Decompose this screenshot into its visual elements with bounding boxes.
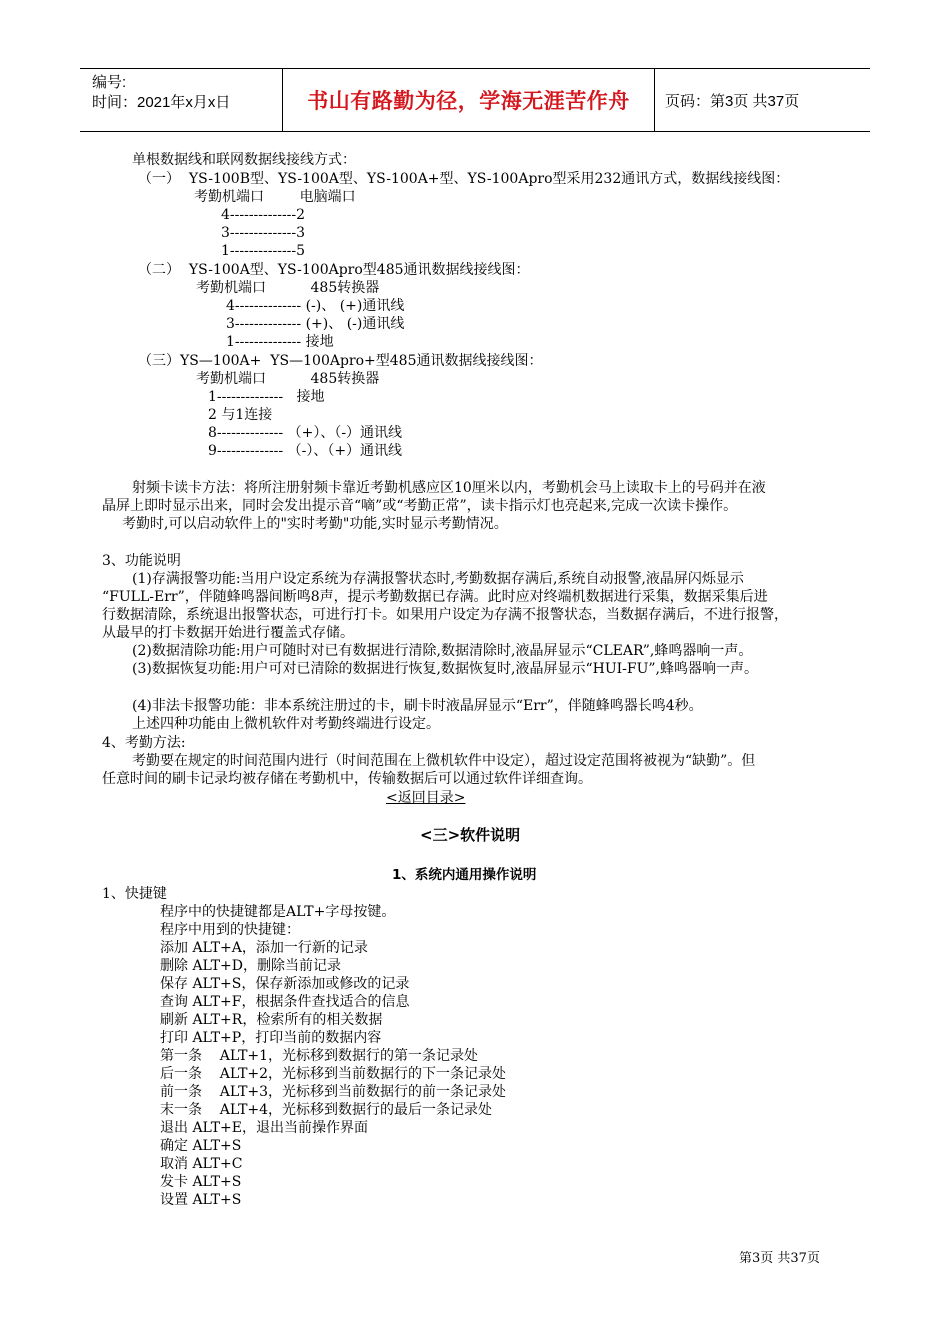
page-header xyxy=(80,68,870,132)
shortcut-item: 确定 ALT+S xyxy=(160,1138,242,1154)
header-motto-cell xyxy=(283,69,655,131)
wiring-row: 9-------------- （-）、（+）通讯线 xyxy=(208,443,403,459)
shortcut-item: 前一条 ALT+3，光标移到当前数据行的前一条记录处 xyxy=(160,1084,507,1100)
wiring-row: 3--------------3 xyxy=(221,225,306,241)
shortcut-item: 发卡 ALT+S xyxy=(160,1174,242,1190)
wiring-section-1-header: 考勤机端口 电脑端口 xyxy=(194,189,356,205)
functions-note: 上述四种功能由上微机软件对考勤终端进行设定。 xyxy=(132,716,440,732)
rfid-paragraph-line: 射频卡读卡方法：将所注册射频卡靠近考勤机感应区10厘米以内，考勤机会马上读取卡上的号码并在液 xyxy=(132,480,766,496)
wiring-row: 4-------------- (-)、 (+)通讯线 xyxy=(226,298,405,314)
function-paragraph-line: 从最早的打卡数据开始进行覆盖式存储。 xyxy=(102,625,354,641)
header-motto: 书山有路勤为径，学海无涯苦作舟 xyxy=(307,89,630,113)
function-item: (4)非法卡报警功能：非本系统注册过的卡，刷卡时液晶屏显示“Err”，伴随蜂鸣器长鸣4秒。 xyxy=(132,698,703,714)
page-footer-number: 第3页 共37页 xyxy=(739,1251,820,1266)
shortcut-item: 打印 ALT+P，打印当前的数据内容 xyxy=(160,1030,382,1046)
shortcut-item: 末一条 ALT+4，光标移到数据行的最后一条记录处 xyxy=(160,1102,493,1118)
shortcut-item: 添加 ALT+A，添加一行新的记录 xyxy=(160,940,368,956)
doc-time-label: 时间：2021年x月x日 xyxy=(92,94,231,111)
attendance-title: 4、考勤方法: xyxy=(102,735,186,751)
wiring-section-2-title: （二） YS-100A型、YS-100Apro型485通讯数据线接线图： xyxy=(138,262,530,278)
shortcut-item: 退出 ALT+E，退出当前操作界面 xyxy=(160,1120,369,1136)
header-meta-cell xyxy=(80,69,283,131)
attendance-paragraph-line: 任意时间的刷卡记录均被存储在考勤机中，传输数据后可以通过软件详细查询。 xyxy=(102,771,592,787)
header-page-number: 页码：第3页 共37页 xyxy=(665,92,800,110)
function-item: (3)数据恢复功能:用户可对已清除的数据进行恢复,数据恢复时,液晶屏显示“HUI-FU”,蜂鸣器响一声。 xyxy=(132,661,758,677)
doc-number-label: 编号: xyxy=(92,74,127,91)
back-to-toc-link[interactable]: <返回目录> xyxy=(386,790,466,806)
function-item: (2)数据清除功能:用户可随时对已有数据进行清除,数据清除时,液晶屏显示“CLEAR”,蜂鸣器响一声。 xyxy=(132,643,753,659)
wiring-section-2-header: 考勤机端口 485转换器 xyxy=(196,280,380,296)
wiring-section-3-header: 考勤机端口 485转换器 xyxy=(196,371,380,387)
shortcut-item: 刷新 ALT+R，检索所有的相关数据 xyxy=(160,1012,383,1028)
shortcut-item: 设置 ALT+S xyxy=(160,1192,242,1208)
wiring-row: 1-------------- 接地 xyxy=(208,389,325,405)
function-paragraph-line: (1)存满报警功能:当用户设定系统为存满报警状态时,考勤数据存满后,系统自动报警,液晶屏闪烁显示 xyxy=(132,571,744,587)
rfid-paragraph-line: 考勤时,可以启动软件上的"实时考勤"功能,实时显示考勤情况。 xyxy=(122,516,508,532)
software-heading: <三>软件说明 xyxy=(420,826,521,844)
wiring-row: 1-------------- 接地 xyxy=(226,334,334,350)
wiring-row: 2 与1连接 xyxy=(208,407,273,423)
function-paragraph-line: 行数据清除，系统退出报警状态，可进行打卡。如果用户设定为存满不报警状态，当数据存满后，不进行报警， xyxy=(102,607,788,623)
wiring-row: 8-------------- （+）、（-）通讯线 xyxy=(208,425,403,441)
software-subheading: 1、系统内通用操作说明 xyxy=(392,867,537,883)
header-page-cell xyxy=(655,69,870,131)
shortcut-item: 保存 ALT+S，保存新添加或修改的记录 xyxy=(160,976,410,992)
rfid-paragraph-line: 晶屏上即时显示出来，同时会发出提示音“嘀”或“考勤正常”，读卡指示灯也亮起来,完成一次读卡操作。 xyxy=(102,498,738,514)
function-paragraph-line: “FULL-Err”，伴随蜂鸣器间断鸣8声，提示考勤数据已存满。此时应对终端机数据进行采集，数据采集后进 xyxy=(102,589,768,605)
shortcut-title: 1、快捷键 xyxy=(102,886,167,902)
wiring-section-3-title: （三）YS—100A+ YS—100Apro+型485通讯数据线接线图： xyxy=(138,353,543,369)
shortcut-item: 查询 ALT+F，根据条件查找适合的信息 xyxy=(160,994,410,1010)
shortcut-item: 删除 ALT+D，删除当前记录 xyxy=(160,958,342,974)
wiring-intro: 单根数据线和联网数据线接线方式： xyxy=(132,152,356,168)
attendance-paragraph-line: 考勤要在规定的时间范围内进行（时间范围在上微机软件中设定），超过设定范围将被视为“缺勤”。但 xyxy=(132,753,756,769)
wiring-row: 4--------------2 xyxy=(221,207,306,223)
wiring-row: 3-------------- (+)、 (-)通讯线 xyxy=(226,316,405,332)
shortcut-intro: 程序中的快捷键都是ALT+字母按键。 xyxy=(160,904,396,920)
wiring-section-1-title: （一） YS-100B型、YS-100A型、YS-100A+型、YS-100Apro型采用232通讯方式，数据线接线图： xyxy=(138,171,790,187)
functions-title: 3、功能说明 xyxy=(102,553,181,569)
shortcut-item: 取消 ALT+C xyxy=(160,1156,243,1172)
shortcut-item: 第一条 ALT+1，光标移到数据行的第一条记录处 xyxy=(160,1048,479,1064)
shortcut-item: 后一条 ALT+2，光标移到当前数据行的下一条记录处 xyxy=(160,1066,507,1082)
wiring-row: 1--------------5 xyxy=(221,243,306,259)
shortcut-intro: 程序中用到的快捷键： xyxy=(160,922,300,938)
